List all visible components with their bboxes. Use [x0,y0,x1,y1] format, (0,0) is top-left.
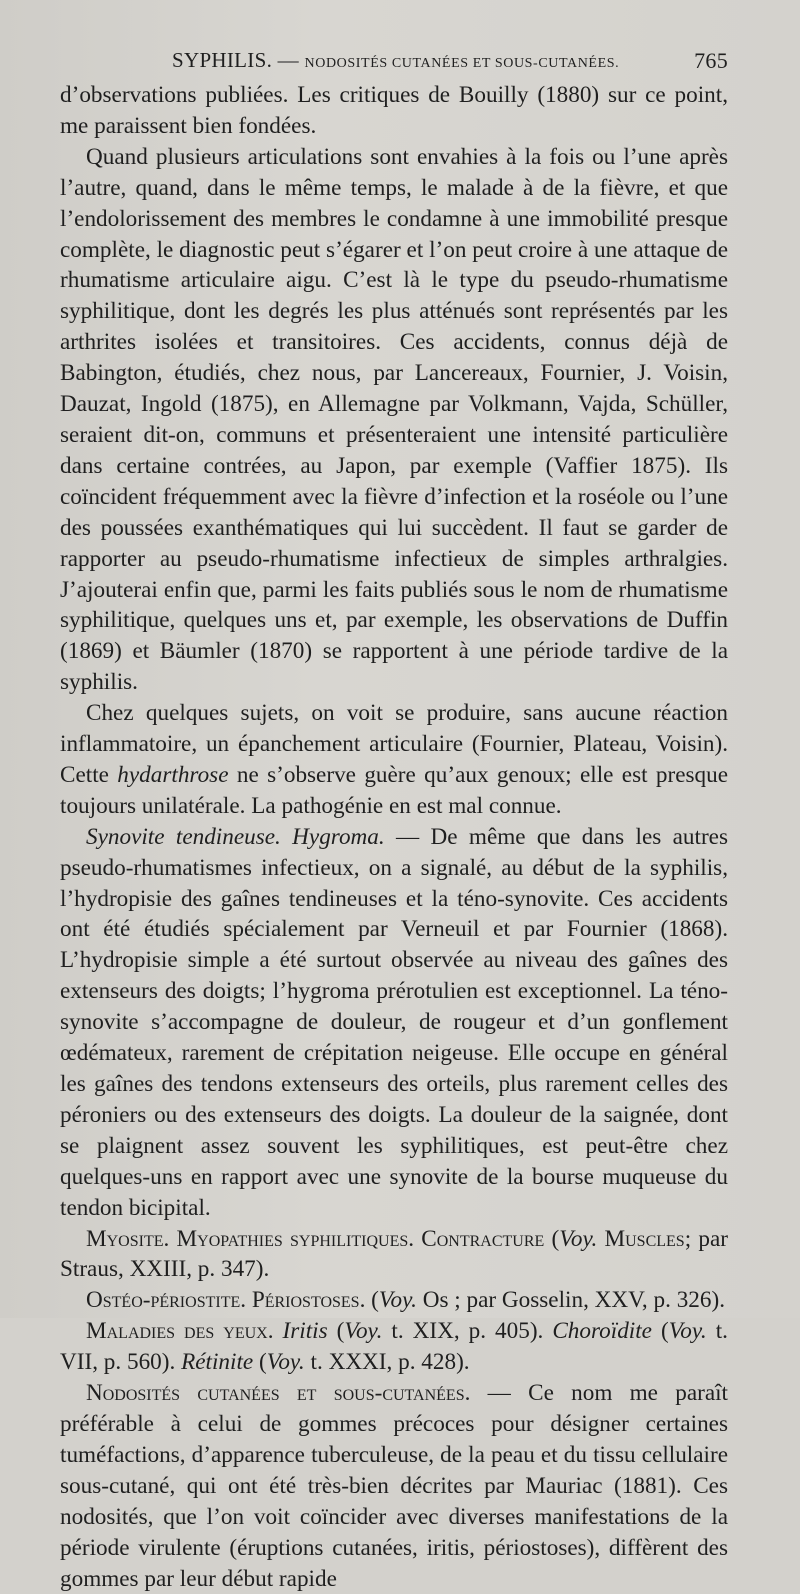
p3-text-a: Chez quelques sujets, on voit se produire, sans aucune réaction inflammatoire, un épanchement articulaire (Fournier, Plateau, Voisin). Cette [60,700,728,788]
p6-voy: Voy. [378,1287,417,1314]
p5-ref-title: Muscles [597,1225,685,1252]
p5-paren: ( [544,1225,560,1252]
paragraph-1: d’observations publiées. Les critiques de Bouilly (1880) sur ce point, me paraissent bien fondées. [60,82,728,139]
paragraph-6 [60,1285,728,1316]
p7-paren-2: ( [651,1318,669,1345]
running-title-main: SYPHILIS. — [172,48,305,72]
paragraph-7 [60,1316,728,1378]
p7-paren-1: ( [327,1318,345,1345]
running-title-sub: NODOSITÉS CUTANÉES ET SOUS-CUTANÉES. [304,56,620,71]
p5-heading: Myosite. Myopathies syphilitiques. Contracture [86,1225,545,1252]
p6-heading: Ostéo-périostite. Périostoses. [86,1287,366,1314]
p8-text: — Ce nom me paraît préférable à celui de gommes précoces pour désigner certaines tuméfactions, d’apparence tuberculeuse, de la peau et du tissu cellulaire sous-cutané, qui ont été très-bien décrites par Mauriac (1881). Ces nodosités, que l’on voit coïncider avec diverses manifestations de la période virulente (éruptions cutanées, iritis, périostoses), diffèrent des gommes par leur début rapide [60,1380,729,1592]
p7-heading: Maladies des yeux. [86,1318,274,1345]
p7-iritis: Iritis [273,1318,328,1345]
running-header [60,44,728,76]
p5-voy: Voy. [559,1225,598,1252]
p6-paren: ( [365,1287,379,1314]
p7-voy-1: Voy. [344,1318,383,1345]
p7-ref-1: t. XIX, p. 405). [382,1318,553,1345]
paragraph-3 [60,698,728,822]
p4-text: — De même que dans les autres pseudo-rhumatismes infectieux, on a signalé, au début de la syphilis, l’hydropisie des gaînes tendineuses et la téno-synovite. Ces accidents ont été étudiés spécialement par Verneuil et par Fournier (1868). L’hydropisie simple a été surtout observée au niveau des gaînes des extenseurs des doigts; l’hygroma prérotulien est exceptionnel. La téno-synovite s’accompagne de douleur, de rougeur et d’un gonflement œdémateux, rarement de crépitation neigeuse. Elle occupe en général les gaînes des tendons extenseurs des orteils, plus rarement celles des péroniers ou des extenseurs des doigts. La douleur de la saignée, dont se plaignent assez souvent les syphilitiques, est peut-être chez quelques-uns en rapport avec une synovite de la bourse muqueuse du tendon bicipital. [60,823,728,1221]
body-text [60,80,728,1594]
p5-ref: ; par Straus, XXIII, p. 347). [60,1225,728,1283]
paragraph-5 [60,1224,728,1286]
p7-voy-2: Voy. [668,1318,707,1345]
page-number: 765 [694,48,728,73]
p6-ref: Os ; par Gosselin, XXV, p. 326). [416,1287,725,1314]
p7-ref-3: t. XXXI, p. 428). [304,1349,470,1376]
p7-ref-2: t. VII, p. 560). [60,1318,728,1376]
paragraph-4 [60,822,728,1224]
p7-choroidite: Choroïdite [552,1318,652,1345]
p7-voy-3: Voy. [266,1349,305,1376]
p3-italic-term: hydarthrose [117,761,229,788]
running-title [172,48,619,73]
p3-text-b: ne s’observe guère qu’aux genoux; elle est presque toujours unilatérale. La pathogénie en est mal connue. [60,761,728,819]
p4-section-heading: Synovite tendineuse. Hygroma. [86,823,385,850]
p7-retinite: Rétinite [181,1349,254,1376]
p8-heading: Nodosités cutanées et sous-cutanées. [86,1380,471,1407]
paragraph-8 [60,1378,728,1594]
p7-paren-3: ( [253,1349,267,1376]
paragraph-2: Quand plusieurs articulations sont envahies à la fois ou l’une après l’autre, quand, dans le même temps, le malade à de la fièvre, et que l’endolorissement des membres le condamne à une immobilité presque complète, le diagnostic peut s’égarer et l’on peut croire à une attaque de rhumatisme articulaire aigu. C’est là le type du pseudo-rhumatisme syphilitique, dont les degrés les plus atténués sont représentés par les arthrites isolées et transitoires. Ces accidents, connus déjà de Babington, étudiés, chez nous, par Lancereaux, Fournier, J. Voisin, Dauzat, Ingold (1875), en Allemagne par Volkmann, Vajda, Schüller, seraient dit-on, communs et présenteraient une intensité particulière dans certaine contrées, au Japon, par exemple (Vaffier 1875). Ils coïncident fréquemment avec la fièvre d’infection et la roséole ou l’une des poussées exanthématiques qui lui succèdent. Il faut se garder de rapporter au pseudo-rhumatisme infectieux de simples arthralgies. J’ajouterai enfin que, parmi les faits publiés sous le nom de rhumatisme syphilitique, quelques uns et, par exemple, les observations de Duffin (1869) et Bäumler (1870) se rapportent à une période tardive de la syphilis. [60,143,728,696]
